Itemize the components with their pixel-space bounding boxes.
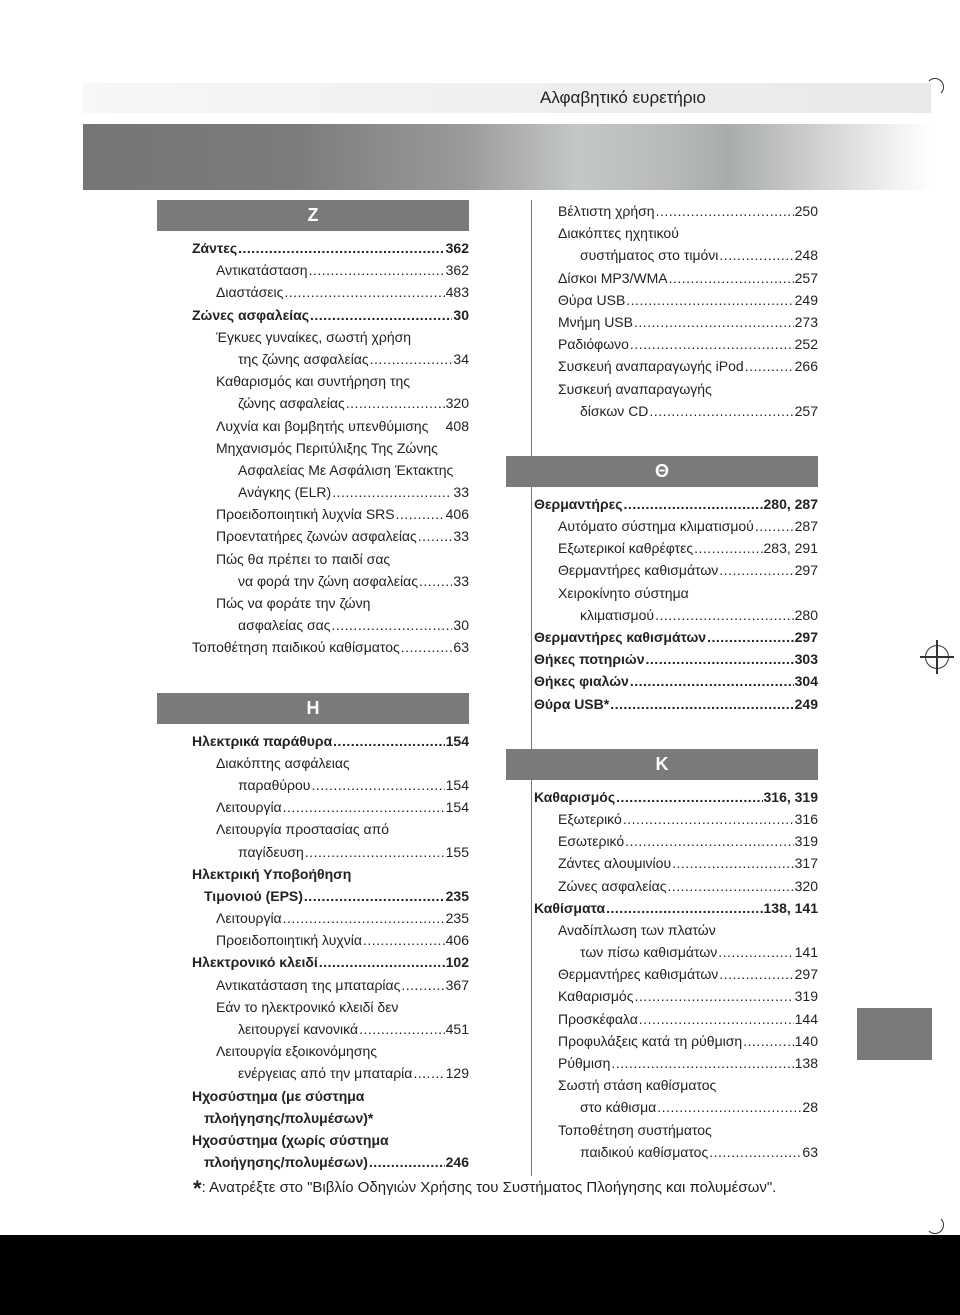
page-title: Αλφαβητικό ευρετήριο xyxy=(540,88,706,107)
dot-leader xyxy=(655,604,794,626)
index-entry-page: 140 xyxy=(794,1032,818,1049)
index-entry xyxy=(192,1018,469,1040)
index-entry-page: 250 xyxy=(794,203,818,219)
index-entry-term: Λειτουργία xyxy=(216,910,282,927)
index-entry-term: Προεντατήρες ζωνών ασφαλείας xyxy=(216,528,417,545)
index-entry-list xyxy=(157,724,469,1184)
footnote xyxy=(193,1176,776,1202)
index-entry-page: 304 xyxy=(794,673,818,690)
dot-leader xyxy=(669,267,794,289)
index-entry-page: 451 xyxy=(445,1021,469,1037)
index-entry-term: Λειτουργία προστασίας από xyxy=(216,821,390,838)
index-entry-term: ασφαλείας σας xyxy=(238,617,331,634)
index-entry-page: 155 xyxy=(445,843,469,860)
index-entry-term: Δίσκοι MP3/WMA xyxy=(558,269,668,286)
index-entry xyxy=(534,786,818,808)
index-entry-term: Θερμαντήρες καθισμάτων xyxy=(558,966,719,983)
index-entry-term: Έγκυες γυναίκες, σωστή χρήση xyxy=(216,328,412,345)
index-entry xyxy=(192,885,469,907)
dot-leader xyxy=(309,259,445,281)
index-entry-term: Προειδοποιητική λυχνία xyxy=(216,932,362,949)
index-entry-term: Ηλεκτρονικό κλειδί xyxy=(192,954,318,971)
top-right-crop-mark-icon xyxy=(926,78,944,96)
index-entry-term: Τοποθέτηση συστήματος xyxy=(558,1121,712,1138)
index-entry-page: 280 xyxy=(794,606,818,623)
index-entry-term: Προειδοποιητική λυχνία SRS xyxy=(216,506,395,523)
index-entry xyxy=(192,592,469,614)
dot-leader xyxy=(634,311,794,333)
index-entry-page: 297 xyxy=(794,629,818,645)
index-entry-term: Διαστάσεις xyxy=(216,284,284,301)
index-entry-list xyxy=(157,231,469,669)
index-entry-page: 297 xyxy=(794,562,818,579)
index-entry xyxy=(534,537,818,559)
index-entry xyxy=(192,996,469,1018)
index-entry-term: Καθαρισμός xyxy=(534,788,616,805)
index-entry xyxy=(192,1062,469,1084)
index-entry-term: Αυτόματο σύστημα κλιματισμού xyxy=(558,518,754,535)
index-entry xyxy=(534,693,818,715)
index-entry xyxy=(534,1052,818,1074)
index-entry xyxy=(192,1107,469,1129)
index-entry-page: 303 xyxy=(794,651,818,668)
index-entry-term: Θήκες ποτηριών xyxy=(534,651,645,668)
index-entry-term: Σωστή στάση καθίσματος xyxy=(558,1077,717,1094)
index-entry-term: Καθαρισμός και συντήρηση της xyxy=(216,373,411,390)
dot-leader xyxy=(694,537,762,559)
dot-leader xyxy=(624,493,763,515)
index-entry-term: πλοήγησης/πολυμέσων)* xyxy=(204,1109,374,1126)
index-entry xyxy=(192,570,469,592)
index-entry xyxy=(534,963,818,985)
section-gap xyxy=(506,432,818,456)
index-entry-page: 317 xyxy=(794,855,818,872)
index-entry xyxy=(534,378,818,400)
index-entry-page: 141 xyxy=(794,944,818,961)
index-entry xyxy=(192,614,469,636)
index-entry xyxy=(534,222,818,244)
index-entry xyxy=(192,929,469,951)
index-entry-term: Ηλεκτρική Υποβοήθηση xyxy=(192,865,352,882)
index-entry xyxy=(534,355,818,377)
index-entry-term: Ζάντες αλουμινίου xyxy=(558,855,672,872)
dot-leader xyxy=(284,281,444,303)
index-entry-term: παγίδευση xyxy=(238,843,304,860)
index-entry-term: Θήκες φιαλών xyxy=(534,673,629,690)
index-entry-page: 33 xyxy=(453,528,469,545)
dot-leader xyxy=(305,841,445,863)
index-entry-term: Θερμαντήρες καθισμάτων xyxy=(534,629,707,645)
index-entry xyxy=(192,907,469,929)
index-entry-page: 63 xyxy=(453,639,469,656)
index-entry-page: 252 xyxy=(794,336,818,353)
index-entry-term: Προφυλάξεις κατά τη ρύθμιση xyxy=(558,1032,743,1049)
dot-leader xyxy=(625,830,793,852)
index-entry-page: 362 xyxy=(445,262,469,279)
section-letter-header: Θ xyxy=(506,456,818,487)
index-entry-page: 266 xyxy=(794,358,818,375)
dot-leader xyxy=(646,648,794,670)
index-entry xyxy=(192,636,469,658)
section-gap xyxy=(506,725,818,749)
dot-leader xyxy=(656,200,794,222)
dot-leader xyxy=(743,1030,793,1052)
header-banner xyxy=(83,124,931,190)
index-entry xyxy=(534,1008,818,1030)
index-entry xyxy=(192,1129,469,1151)
dot-leader xyxy=(649,400,793,422)
index-entry-term: Αντικατάσταση της μπαταρίας xyxy=(216,976,401,993)
index-entry-term: Ανάγκης (ELR) xyxy=(238,484,332,501)
index-entry xyxy=(534,559,818,581)
dot-leader xyxy=(346,392,445,414)
index-entry-page: 408 xyxy=(445,417,469,434)
index-entry xyxy=(192,1040,469,1062)
index-entry-term: Θύρα USB xyxy=(558,291,626,308)
index-entry xyxy=(534,515,818,537)
index-entry-page: 287 xyxy=(794,518,818,535)
index-entry-page: 235 xyxy=(445,910,469,927)
index-entry xyxy=(192,415,469,437)
index-entry-term: Λυχνία και βομβητής υπενθύμισης xyxy=(216,417,429,434)
index-entry-page: 34 xyxy=(453,350,469,367)
dot-leader xyxy=(745,355,794,377)
index-entry xyxy=(534,1096,818,1118)
dot-leader xyxy=(311,774,444,796)
dot-leader xyxy=(630,333,794,355)
index-entry-term: Βέλτιστη χρήση xyxy=(558,203,655,219)
header-strip xyxy=(83,83,931,113)
index-entry-page: 257 xyxy=(794,402,818,419)
index-entry-term: Συσκευή αναπαραγωγής xyxy=(558,380,712,397)
index-entry-term: να φορά την ζώνη ασφαλείας xyxy=(238,572,418,589)
index-entry-term: Καθίσματα xyxy=(534,899,606,916)
index-entry xyxy=(192,796,469,818)
dot-leader xyxy=(331,614,452,636)
index-entry-page: 33 xyxy=(453,572,469,589)
index-entry-page: 129 xyxy=(445,1065,469,1082)
dot-leader xyxy=(304,885,445,907)
index-entry xyxy=(534,200,818,222)
index-entry xyxy=(192,459,469,481)
index-entry-term: πλοήγησης/πολυμέσων) xyxy=(204,1154,368,1171)
index-entry-page: 273 xyxy=(794,313,818,330)
index-entry-page: 320 xyxy=(445,395,469,412)
index-entry-term: Εάν το ηλεκτρονικό κλειδί δεν xyxy=(216,998,399,1015)
dot-leader xyxy=(634,985,793,1007)
index-entry xyxy=(534,267,818,289)
bottom-right-crop-mark-icon xyxy=(926,1216,944,1234)
index-entry xyxy=(534,808,818,830)
dot-leader xyxy=(626,289,793,311)
dot-leader xyxy=(667,875,793,897)
index-entry-page: 249 xyxy=(794,695,818,712)
index-entry-term: Ζάντες xyxy=(192,240,238,256)
index-entry-page: 63 xyxy=(802,1143,818,1160)
index-entry xyxy=(192,548,469,570)
index-entry-term: Εσωτερικό xyxy=(558,833,625,850)
index-entry-term: των πίσω καθισμάτων xyxy=(580,944,718,961)
index-entry-term: λειτουργεί κανονικά xyxy=(238,1021,359,1037)
dot-leader xyxy=(413,1062,444,1084)
index-entry xyxy=(192,503,469,525)
dot-leader xyxy=(238,237,445,259)
index-column-left xyxy=(157,200,469,1207)
dot-leader xyxy=(419,570,452,592)
index-entry xyxy=(192,818,469,840)
index-entry-term: Καθαρισμός xyxy=(558,988,634,1005)
index-entry-page: 154 xyxy=(445,776,469,793)
index-entry xyxy=(534,985,818,1007)
index-entry-page: 367 xyxy=(445,976,469,993)
index-entry-term: Ζώνες ασφαλείας xyxy=(558,877,667,894)
index-entry-term: Ζώνες ασφαλείας xyxy=(192,306,309,323)
index-entry-term: Αναδίπλωση των πλατών xyxy=(558,921,716,938)
dot-leader xyxy=(672,852,794,874)
footnote-text: : Ανατρέξτε στο "Βιβλίο Οδηγιών Χρήσης του Συστήματος Πλοήγησης και πολυμέσων". xyxy=(201,1179,777,1196)
index-entry xyxy=(534,830,818,852)
dot-leader xyxy=(396,503,445,525)
index-entry-term: Εξωτερικό xyxy=(558,810,622,827)
index-entry xyxy=(192,326,469,348)
index-entry-term: Ηλεκτρικά παράθυρα xyxy=(192,732,333,749)
index-entry-page: 280, 287 xyxy=(763,495,818,512)
index-entry-page: 30 xyxy=(453,306,469,323)
index-entry xyxy=(534,604,818,626)
index-entry-page: 154 xyxy=(445,732,469,749)
index-entry xyxy=(192,392,469,414)
index-entry-term: παραθύρου xyxy=(238,776,311,793)
index-entry-page: 246 xyxy=(445,1154,469,1171)
index-entry-term: δίσκων CD xyxy=(580,402,649,419)
index-entry-term: παιδικού καθίσματος xyxy=(580,1143,709,1160)
index-entry xyxy=(534,852,818,874)
index-entry-page: 319 xyxy=(794,833,818,850)
index-entry-page: 406 xyxy=(445,932,469,949)
index-entry-term: ενέργειας από την μπαταρία xyxy=(238,1065,413,1082)
index-entry xyxy=(534,941,818,963)
index-entry-term: Λειτουργία xyxy=(216,799,282,816)
index-entry-term: κλιματισμού xyxy=(580,606,655,623)
index-entry-term: συστήματος στο τιμόνι xyxy=(580,247,719,264)
dot-leader xyxy=(606,897,762,919)
index-entry xyxy=(192,525,469,547)
index-entry xyxy=(192,481,469,503)
index-entry-page: 483 xyxy=(445,284,469,301)
index-entry xyxy=(192,863,469,885)
index-entry-page: 249 xyxy=(794,291,818,308)
index-entry xyxy=(534,626,818,648)
index-entry xyxy=(534,333,818,355)
index-entry-page: 138, 141 xyxy=(763,899,818,916)
index-entry xyxy=(192,974,469,996)
chapter-thumb-tab xyxy=(857,1008,932,1060)
index-entry-term: Συσκευή αναπαραγωγής iPod xyxy=(558,358,744,375)
index-entry-page: 144 xyxy=(794,1010,818,1027)
index-entry xyxy=(534,1074,818,1096)
index-entry xyxy=(534,1141,818,1163)
index-entry xyxy=(534,493,818,515)
dot-leader xyxy=(283,796,445,818)
index-entry-page: 406 xyxy=(445,506,469,523)
dot-leader xyxy=(616,786,762,808)
index-entry xyxy=(192,752,469,774)
index-entry-term: Αντικατάσταση xyxy=(216,262,308,279)
index-entry-page: 28 xyxy=(802,1099,818,1116)
index-entry-term: Ηχοσύστημα (χωρίς σύστημα xyxy=(192,1131,389,1148)
index-entry-page: 102 xyxy=(445,954,469,971)
dot-leader xyxy=(333,730,444,752)
index-entry xyxy=(534,582,818,604)
index-entry-term: Πώς θα πρέπει το παιδί σας xyxy=(216,550,391,567)
index-entry xyxy=(192,348,469,370)
index-entry-term: Προσκέφαλα xyxy=(558,1010,638,1027)
index-entry-term: Λειτουργία εξοικονόμησης xyxy=(216,1043,377,1060)
index-entry-term: Μνήμη USB xyxy=(558,313,633,330)
dot-leader xyxy=(718,941,793,963)
index-entry-page: 33 xyxy=(453,484,469,501)
index-entry-page: 319 xyxy=(794,988,818,1005)
dot-leader xyxy=(332,481,452,503)
index-entry-term: Εξωτερικοί καθρέφτες xyxy=(558,540,694,557)
index-entry xyxy=(534,919,818,941)
index-entry-term: Διακόπτες ηχητικού xyxy=(558,225,679,242)
index-entry-list xyxy=(506,487,818,725)
index-entry-term: Διακόπτης ασφάλειας xyxy=(216,754,350,771)
dot-leader xyxy=(719,559,793,581)
index-entry-term: ζώνης ασφαλείας xyxy=(238,395,345,412)
index-entry xyxy=(534,897,818,919)
index-entry-term: Ραδιόφωνο xyxy=(558,336,629,353)
dot-leader xyxy=(719,244,793,266)
dot-leader xyxy=(283,907,445,929)
dot-leader xyxy=(657,1096,801,1118)
index-entry-page: 283, 291 xyxy=(763,540,818,557)
dot-leader xyxy=(719,963,793,985)
dot-leader xyxy=(363,929,445,951)
index-entry xyxy=(192,281,469,303)
index-entry-term: Θερμαντήρες καθισμάτων xyxy=(558,562,719,579)
dot-leader xyxy=(630,670,794,692)
dot-leader xyxy=(359,1018,445,1040)
dot-leader xyxy=(369,1151,445,1173)
index-entry xyxy=(192,237,469,259)
index-entry xyxy=(192,730,469,752)
index-entry-page: 154 xyxy=(445,799,469,816)
index-entry xyxy=(534,1030,818,1052)
index-entry xyxy=(192,1151,469,1173)
index-entry-term: Ασφαλείας Με Ασφάλιση Έκτακτης xyxy=(238,461,454,478)
index-entry xyxy=(534,670,818,692)
dot-leader xyxy=(707,626,794,648)
section-gap xyxy=(157,669,469,693)
dot-leader xyxy=(401,636,453,658)
index-entry xyxy=(534,648,818,670)
dot-leader xyxy=(370,348,453,370)
index-entry xyxy=(534,311,818,333)
dot-leader xyxy=(709,1141,801,1163)
index-entry-page: 235 xyxy=(445,887,469,904)
index-entry-term: Τιμονιού (EPS) xyxy=(204,887,303,904)
index-entry-page: 30 xyxy=(453,617,469,634)
dot-leader xyxy=(610,693,793,715)
index-entry-page: 297 xyxy=(794,966,818,983)
section-letter-header: Η xyxy=(157,693,469,724)
index-entry-list xyxy=(506,780,818,1173)
index-entry-page: 138 xyxy=(794,1055,818,1071)
index-entry xyxy=(534,1119,818,1141)
index-entry xyxy=(192,304,469,326)
index-entry xyxy=(192,951,469,973)
section-letter-header: Ζ xyxy=(157,200,469,231)
index-entry-term: Θύρα USB* xyxy=(534,695,610,712)
index-entry xyxy=(192,370,469,392)
footnote-star: * xyxy=(193,1176,202,1201)
index-entry-page: 320 xyxy=(794,877,818,894)
index-entry-page: 248 xyxy=(794,247,818,264)
dot-leader xyxy=(611,1052,793,1074)
index-entry-term: Ηχοσύστημα (με σύστημα xyxy=(192,1087,365,1104)
index-entry xyxy=(534,875,818,897)
index-entry xyxy=(534,400,818,422)
dot-leader xyxy=(639,1008,794,1030)
index-entry xyxy=(534,289,818,311)
index-entry-page: 316 xyxy=(794,810,818,827)
dot-leader xyxy=(310,304,452,326)
index-entry-term: Τοποθέτηση παιδικού καθίσματος xyxy=(192,639,400,656)
index-entry-page: 362 xyxy=(445,240,469,256)
index-entry xyxy=(534,244,818,266)
index-entry-term: Μηχανισμός Περιτύλιξης Της Ζώνης xyxy=(216,439,438,456)
index-entry-term: Χειροκίνητο σύστημα xyxy=(558,584,689,601)
dot-leader xyxy=(418,525,453,547)
section-letter-header: Κ xyxy=(506,749,818,780)
index-entry-term: Θερμαντήρες xyxy=(534,495,623,512)
dot-leader xyxy=(319,951,445,973)
index-entry-term: Πώς να φοράτε την ζώνη xyxy=(216,595,371,611)
right-registration-mark-icon xyxy=(925,645,949,669)
index-entry xyxy=(192,259,469,281)
index-entry xyxy=(192,774,469,796)
dot-leader xyxy=(401,974,444,996)
index-entry-list xyxy=(506,200,818,432)
index-column-right xyxy=(506,200,818,1197)
dot-leader xyxy=(623,808,794,830)
index-entry-term: στο κάθισμα xyxy=(580,1099,657,1116)
index-entry-page: 316, 319 xyxy=(763,788,818,805)
index-entry-term: της ζώνης ασφαλείας xyxy=(238,350,369,367)
index-entry xyxy=(192,437,469,459)
dot-leader xyxy=(755,515,794,537)
index-entry-page: 257 xyxy=(794,269,818,286)
index-entry-term: Ρύθμιση xyxy=(558,1055,611,1071)
index-entry xyxy=(192,1085,469,1107)
index-entry xyxy=(192,841,469,863)
